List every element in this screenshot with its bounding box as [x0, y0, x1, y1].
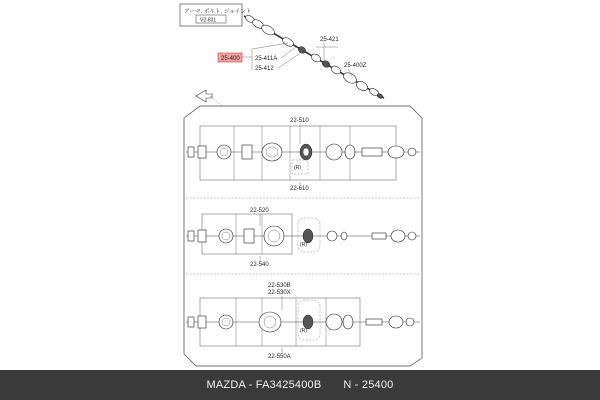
footer-bar — [0, 370, 600, 400]
callout-a[interactable] — [255, 56, 277, 62]
callout-d[interactable] — [344, 63, 367, 69]
callout-highlight[interactable] — [218, 53, 242, 62]
panel-2-top-label: 22-520 — [250, 208, 269, 214]
header-box — [180, 4, 251, 26]
panel-3-r-label: (R) — [300, 328, 307, 334]
callout-a-label: 25-411A — [255, 56, 278, 62]
callout-highlight-label: 25-400 — [221, 56, 240, 62]
callout-c[interactable] — [320, 37, 339, 43]
header-jp-title: アーマ, ボルト, ジョイント — [184, 9, 252, 15]
callout-b[interactable] — [255, 66, 274, 72]
callout-d-label: 25-400Z — [344, 63, 367, 69]
panel-3-top2-label: 22-530X — [268, 290, 291, 296]
panel-1-top-label: 22-510 — [290, 118, 309, 124]
panel-3-bottom-label: 22-550A — [268, 354, 291, 360]
panel-1-r-label: (R) — [294, 165, 301, 171]
footer-number: N - 25400 — [343, 379, 394, 391]
callout-c-label: 25-421 — [320, 37, 339, 43]
panel-2-r-label: (R) — [300, 242, 307, 248]
panel-2-bottom-label: 22-540 — [250, 262, 269, 268]
footer-brand-part: MAZDA - FA3425400B — [206, 379, 322, 391]
reference-arrow-icon — [196, 90, 212, 102]
panel-1-bottom-label: 22-610 — [290, 186, 309, 192]
panel-3-top-label: 22-530B — [268, 283, 291, 289]
callout-b-label: 25-412 — [255, 66, 274, 72]
header-code: V2-601 — [200, 17, 217, 24]
